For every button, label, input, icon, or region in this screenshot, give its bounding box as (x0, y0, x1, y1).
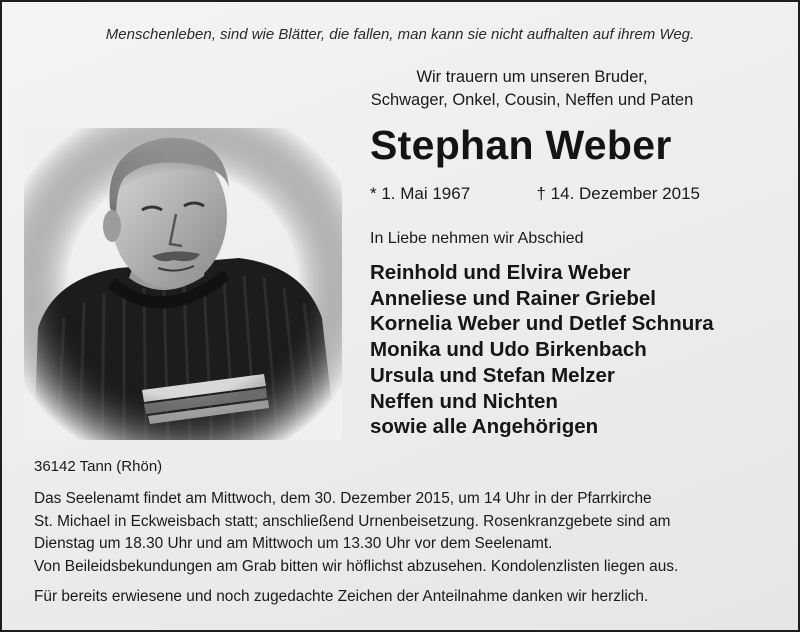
farewell-line: In Liebe nehmen wir Abschied (370, 230, 584, 247)
mourner: Reinhold und Elvira Weber (370, 261, 631, 284)
place: 36142 Tann (Rhön) (34, 458, 163, 475)
death-date: † 14. Dezember 2015 (536, 184, 700, 203)
intro-line: Schwager, Onkel, Cousin, Neffen und Paten (370, 91, 694, 109)
mourner: Anneliese und Rainer Griebel (370, 286, 656, 310)
mourner: sowie alle Angehörigen (370, 415, 599, 439)
portrait-photo (24, 128, 342, 440)
notice-line: St. Michael in Eckweisbach statt; anschließend Urnenbeisetzung. Rosenkranzgebete sind am (34, 512, 671, 530)
intro (342, 66, 722, 112)
life-dates (370, 184, 700, 204)
mourner: Neffen und Nichten (370, 389, 558, 413)
mourners-list (370, 260, 714, 440)
mourner: Kornelia Weber und Detlef Schnura (370, 312, 714, 336)
intro-line: Wir trauern um unseren Bruder, (416, 68, 648, 86)
notice-line: Von Beileidsbekundungen am Grab bitten wir höflichst abzusehen. Kondolenzlisten liegen aus. (34, 558, 679, 576)
service-notice (34, 488, 774, 579)
mourner: Monika und Udo Birkenbach (370, 338, 647, 362)
notice-line: Dienstag um 18.30 Uhr und am Mittwoch um 13.30 Uhr vor dem Seelenamt. (34, 535, 553, 553)
birth-date: * 1. Mai 1967 (370, 184, 471, 203)
thanks-line: Für bereits erwiesene und noch zugedachte Zeichen der Anteilnahme danken wir herzlich. (34, 588, 649, 605)
motto: Menschenleben, sind wie Blätter, die fallen, man kann sie nicht aufhalten auf ihrem Weg. (105, 26, 695, 43)
mourner: Ursula und Stefan Melzer (370, 363, 615, 387)
notice-line: Das Seelenamt findet am Mittwoch, dem 30. Dezember 2015, um 14 Uhr in der Pfarrkirche (34, 490, 652, 507)
deceased-name: Stephan Weber (370, 122, 672, 168)
